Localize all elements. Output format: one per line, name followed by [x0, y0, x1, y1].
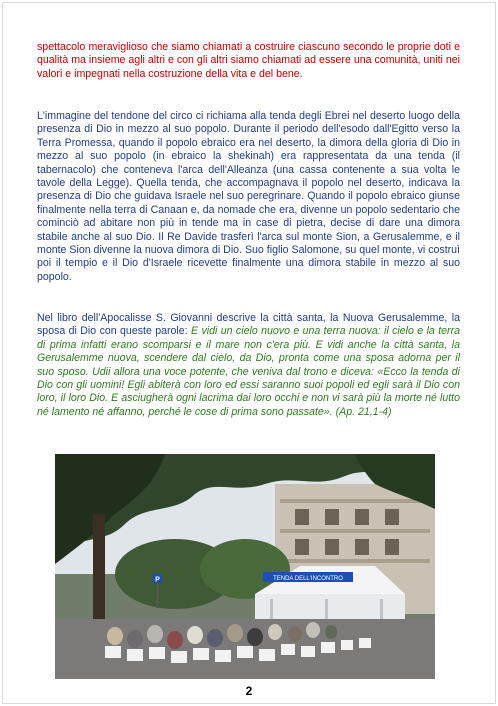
page-number: 2 [245, 684, 253, 698]
paragraph-intro: spettacolo meraviglioso che siamo chiamati a costruire ciascuno secondo le proprie doti e qualità ma insieme agli altri e con gli altri siamo chiamati ad essere una comunità, uniti nei valori e impegnati nella costruzione della vita e del bene. [37, 41, 460, 80]
paragraph-apocalisse [37, 312, 460, 419]
tent-sign-text: TENDA DELL'INCONTRO [273, 576, 343, 582]
apocalisse-reference: (Ap. 21,1-4) [335, 405, 392, 418]
photo-scene [55, 454, 435, 679]
event-photo [55, 454, 435, 679]
paragraph-tenda: L'immagine del tendone del circo ci richiama alla tenda degli Ebrei nel deserto luogo della presenza di Dio in mezzo al suo popolo. Durante il periodo dell'esodo dall'Egitto verso la Terra Promessa, quando il popolo ebraico era nel deserto, la dimora della gloria di Dio in mezzo al suo popolo (in ebraico la shekinah) era rappresentata da una tenda (il tabernacolo) che conteneva l'arca dell'Alleanza (una cassa contenente a sua volta le tavole della Legge). Quella tenda, che accompagnava il popolo nel deserto, indicava la presenza di Dio che guidava Israele nel suo peregrinare. Quando il popolo ebraico giunse finalmente nella terra di Canaan e, da nomade che era, divenne un popolo sedentario che cominciò ad abitare non più in tende ma in case di pietra, decise di dare una dimora stabile anche al suo Dio. Il Re Davide trasferì l'arca sul monte Sion, a Gerusalemme, e il monte Sion divenne la nuova dimora di Dio. Suo figlio Salomone, su quel monte, vi costruì poi il tempio e il Dio d'Israele ricevette finalmente una dimora stabile in mezzo al suo popolo. [37, 110, 460, 283]
tree-trunk [93, 514, 105, 634]
apocalisse-intro: Nel libro dell'Apocalisse S. Giovanni descrive la città santa, la Nuova Gerusalemme, la sposa di Dio con queste parole: [37, 312, 460, 338]
parking-sign-text: P [155, 576, 160, 584]
apocalisse-quote: E vidi un cielo nuovo e una terra nuova: il cielo e la terra di prima infatti erano scomparsi e il mare non c'era più. E vidi anche la città santa, la Gerusalemme nuova, scendere dal cielo, da Dio, pronta come una sposa adorna per il suo sposo. Udii allora una voce potente, che veniva dal trono e diceva: «Ecco la tenda di Dio con gli uomini! Egli abiterà con loro ed essi saranno suoi popoli ed egli sarà il Dio con loro, il loro Dio. E asciugherà ogni lacrima dai loro occhi e non vi sarà più la morte né lutto né lamento né affanno, perché le cose di prima sono passate». [37, 325, 460, 418]
